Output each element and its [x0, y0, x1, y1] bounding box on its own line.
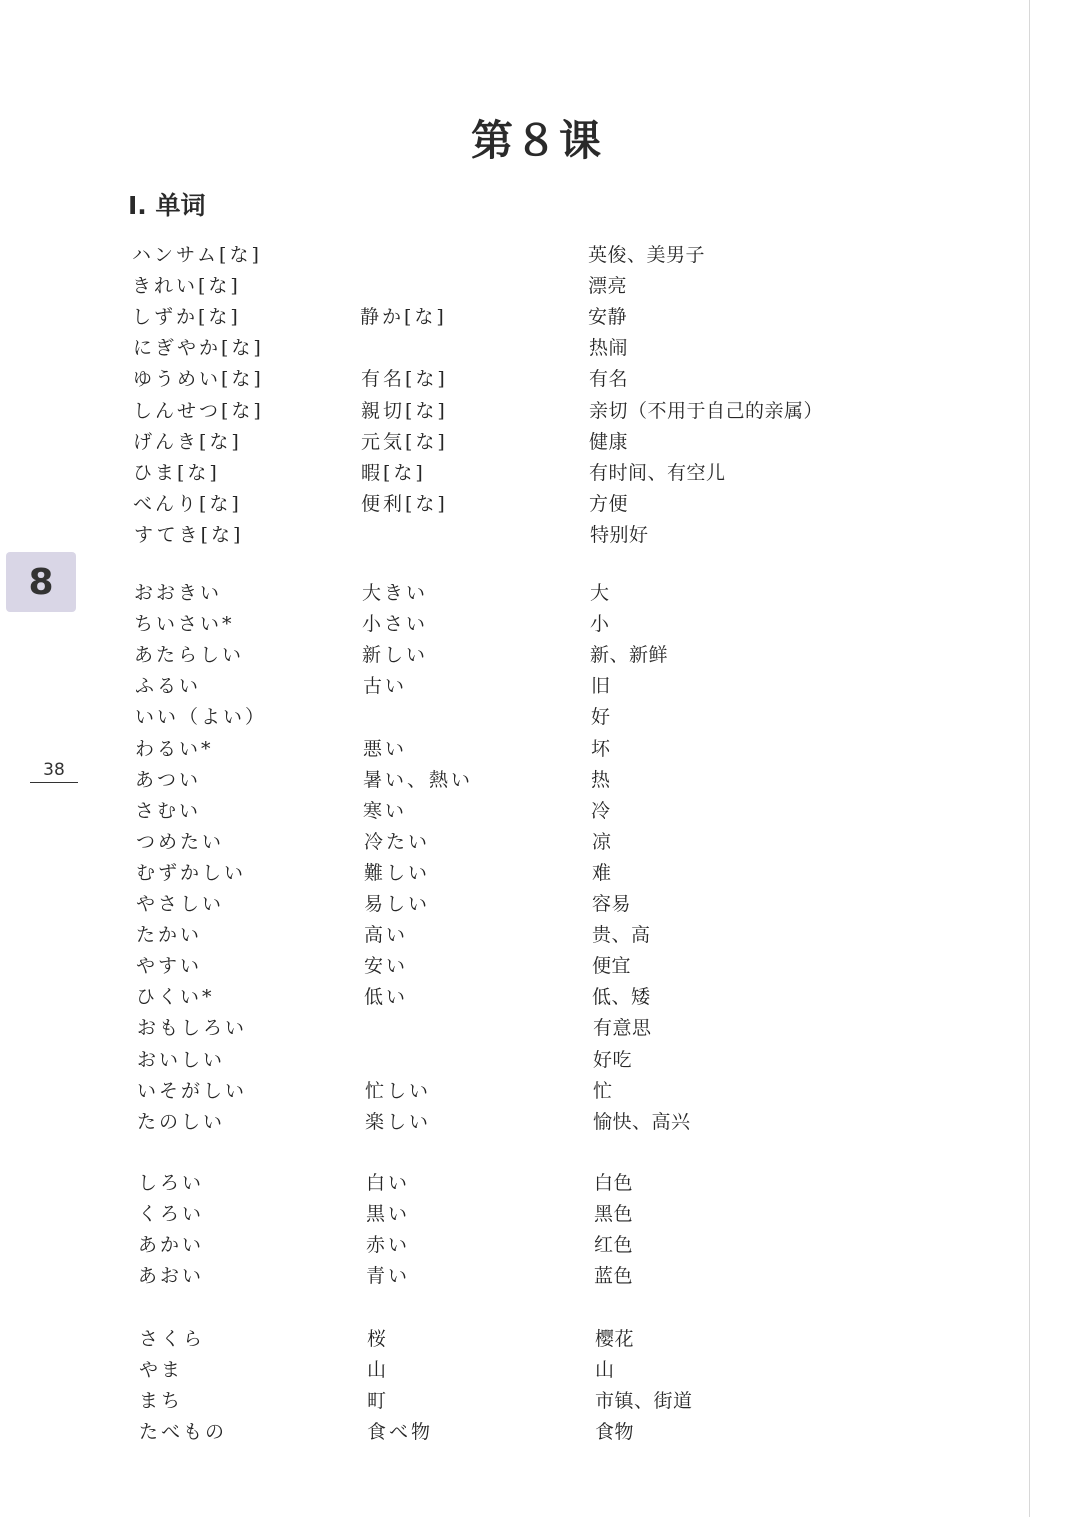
vocab-meaning: 愉快、高兴 [593, 1111, 691, 1133]
vocab-kana: いい（よい） [135, 706, 268, 728]
vocab-meaning: 热闹 [589, 337, 629, 359]
chapter-tab: 8 [6, 552, 76, 612]
vocab-kana: あつい [135, 769, 202, 791]
vocab-meaning: 亲切（不用于自己的亲属） [589, 400, 824, 422]
vocab-kanji: 易しい [364, 893, 431, 915]
vocab-meaning: 小 [590, 613, 610, 635]
vocab-kana: にぎやか[な] [133, 337, 264, 359]
vocab-meaning: 健康 [589, 431, 629, 453]
vocab-meaning: 有意思 [593, 1017, 652, 1039]
vocab-kana: べんり[な] [133, 493, 242, 515]
vocab-kanji: 青い [366, 1265, 411, 1287]
vocab-kanji: 楽しい [365, 1111, 432, 1133]
vocab-kana: ハンサム[な] [132, 244, 262, 266]
vocab-kanji: 暇[な] [361, 462, 426, 484]
vocab-kana: げんき[な] [133, 431, 242, 453]
vocab-meaning: 贵、高 [592, 924, 651, 946]
vocab-kanji: 桜 [367, 1328, 390, 1350]
vocab-kanji: 新しい [362, 644, 429, 666]
vocab-kanji: 静か[な] [360, 306, 447, 328]
vocab-kana: あかい [138, 1234, 205, 1256]
vocab-kanji: 町 [367, 1390, 390, 1412]
vocab-kanji: 低い [364, 986, 409, 1008]
vocab-kanji: 便利[な] [361, 493, 448, 515]
vocab-kanji: 小さい [362, 613, 429, 635]
vocab-kana: すてき[な] [134, 524, 244, 546]
vocab-kana: やま [139, 1359, 184, 1381]
vocab-meaning: 黑色 [594, 1203, 634, 1225]
vocab-meaning: 忙 [593, 1080, 613, 1102]
vocab-kana: たのしい [137, 1111, 226, 1133]
vocab-kanji: 暑い、熱い [363, 769, 474, 791]
vocab-meaning: 便宜 [592, 955, 632, 977]
vocab-kanji: 忙しい [365, 1080, 432, 1102]
vocab-kana: しろい [138, 1172, 205, 1194]
vocab-kana: きれい[な] [132, 275, 241, 297]
vocab-meaning: 大 [590, 582, 610, 604]
vocab-kana: わるい* [135, 738, 214, 760]
vocab-kanji: 山 [367, 1359, 390, 1381]
vocab-kanji: 安い [364, 955, 409, 977]
vocab-meaning: 市镇、街道 [595, 1390, 693, 1412]
vocab-kanji: 寒い [363, 800, 408, 822]
vocab-meaning: 难 [592, 862, 612, 884]
vocab-kanji: 黒い [366, 1203, 411, 1225]
vocab-kana: むずかしい [136, 862, 247, 884]
vocab-kana: まち [139, 1390, 184, 1412]
vocab-meaning: 冷 [591, 800, 611, 822]
vocab-kanji: 高い [364, 924, 409, 946]
vocab-meaning: 有名 [589, 368, 629, 390]
vocab-kana: おもしろい [137, 1017, 248, 1039]
vocab-kana: しんせつ[な] [133, 400, 264, 422]
vocab-meaning: 好吃 [593, 1049, 633, 1071]
vocab-kana: あたらしい [134, 644, 245, 666]
vocab-kanji: 大きい [362, 582, 429, 604]
vocab-meaning: 容易 [592, 893, 632, 915]
vocab-kana: おおきい [134, 582, 223, 604]
vocab-kana: ひま[な] [133, 462, 220, 484]
vocab-kana: やさしい [136, 893, 225, 915]
vocab-meaning: 方便 [589, 493, 629, 515]
vocab-kanji: 有名[な] [361, 368, 448, 390]
vocab-kanji: 元気[な] [361, 431, 448, 453]
vocab-kanji: 悪い [363, 738, 408, 760]
vocab-kana: しずか[な] [132, 306, 241, 328]
vocab-kana: ゆうめい[な] [133, 368, 264, 390]
vocab-meaning: 山 [595, 1359, 615, 1381]
vocab-meaning: 英俊、美男子 [588, 244, 706, 266]
vocab-meaning: 凉 [592, 831, 612, 853]
vocab-meaning: 旧 [591, 675, 611, 697]
vocab-kanji: 親切[な] [361, 400, 448, 422]
vocab-meaning: 特别好 [590, 524, 649, 546]
vocab-kanji: 白い [366, 1172, 411, 1194]
vocab-kana: たかい [136, 924, 203, 946]
vocab-kana: あおい [138, 1265, 205, 1287]
vocab-meaning: 坏 [591, 738, 611, 760]
vocab-kana: いそがしい [137, 1080, 248, 1102]
vocab-kanji: 食べ物 [367, 1421, 434, 1443]
vocab-meaning: 漂亮 [588, 275, 628, 297]
vocab-kana: くろい [138, 1203, 205, 1225]
vocab-kana: さむい [135, 800, 202, 822]
vocab-kanji: 難しい [364, 862, 431, 884]
vocab-meaning: 新、新鲜 [590, 644, 669, 666]
vocab-meaning: 低、矮 [592, 986, 651, 1008]
vocab-meaning: 白色 [594, 1172, 634, 1194]
vocab-kana: ちいさい* [134, 613, 235, 635]
vocab-meaning: 安静 [588, 306, 628, 328]
page-number: 38 [30, 760, 78, 783]
vocab-meaning: 蓝色 [594, 1265, 634, 1287]
vocab-kana: やすい [136, 955, 203, 977]
vocab-kana: ひくい* [136, 986, 215, 1008]
vocab-kana: ふるい [135, 675, 202, 697]
lesson-title: 第８课 [470, 116, 603, 165]
vocab-meaning: 食物 [595, 1421, 635, 1443]
vocab-kanji: 冷たい [364, 831, 431, 853]
vocab-meaning: 红色 [594, 1234, 634, 1256]
vocab-kana: つめたい [136, 831, 225, 853]
vocab-kana: たべもの [139, 1421, 228, 1443]
vocab-meaning: 有时间、有空儿 [589, 462, 726, 484]
vocab-meaning: 樱花 [595, 1328, 635, 1350]
vocab-kanji: 古い [363, 675, 408, 697]
section-heading: Ⅰ. 单词 [128, 191, 206, 220]
vocab-kanji: 赤い [366, 1234, 411, 1256]
vocab-kana: さくら [139, 1328, 206, 1350]
vocab-meaning: 热 [591, 769, 611, 791]
vocab-kana: おいしい [137, 1049, 226, 1071]
vocab-meaning: 好 [591, 706, 611, 728]
